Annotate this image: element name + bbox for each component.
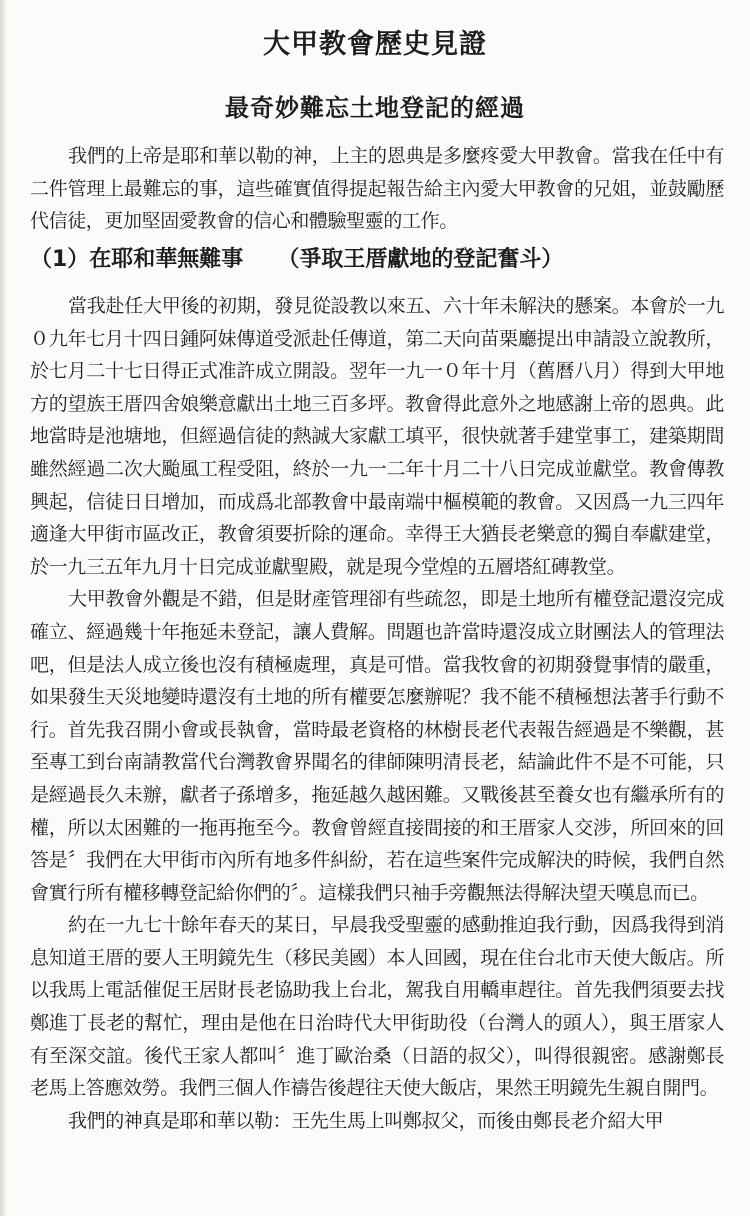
intro-paragraph: 我們的上帝是耶和華以勒的神，上主的恩典是多麼疼愛大甲教會。當我在任中有二件管理上最難忘的事，這些確實值得提起報告給主內愛大甲教會的兄姐，並鼓勵歷代信徒，更加堅固愛教會的信心和體驗聖靈的工作。 bbox=[30, 145, 724, 233]
body-paragraph: 約在一九七十餘年春天的某日，早晨我受聖靈的感動推迫我行動，因爲我得到消息知道王厝的要人王明鏡先生（移民美國）本人回國，現在住台北市天使大飯店。所以我馬上電話催促王居財長老協助我上台北，駕我自用轎車趕往。首先我們須要去找鄭進丁長老的幫忙，理由是他在日治時代大甲街助役（台灣人的頭人），與王厝家人有至深交誼。後代王家人都叫〞進丁歐治桑（日語的叔父），叫得很親密。感謝鄭長老馬上答應效勞。我們三個人作禱告後趕往天使大飯店，果然王明鏡先生親自開門。 bbox=[30, 914, 724, 1100]
intro-block bbox=[30, 140, 724, 238]
body-text bbox=[30, 290, 724, 1137]
section-heading-subtitle: （爭取王厝獻地的登記奮斗） bbox=[277, 247, 564, 272]
body-paragraph: 當我赴任大甲後的初期，發見從設教以來五、六十年未解決的懸案。本會於一九０九年七月十四日鍾阿妹傳道受派赴任傳道，第二天向苗栗廳提出申請設立說教所，於七月二十七日得正式准許成立開設。翌年一九一０年十月（舊曆八月）得到大甲地方的望族王厝四舍娘樂意獻出土地三百多坪。教會得此意外之地感謝上帝的恩典。此地當時是池塘地，但經過信徒的熱誠大家獻工填平，很快就著手建堂事工，建築期間雖然經過二次大颱風工程受阻，終於一九一二年十月二十八日完成並獻堂。教會傳教興起，信徒日日增加，而成爲北部教會中最南端中樞模範的教會。又因爲一九三四年適逢大甲街市區改正，教會須要折除的運命。幸得王大猶長老樂意的獨自奉獻建堂，於一九三五年九月十日完成並獻聖殿，就是現今堂煌的五層塔紅磚教堂。 bbox=[30, 295, 724, 578]
section-heading-title: （1）在耶和華無難事 bbox=[30, 247, 244, 272]
body-paragraph: 大甲教會外觀是不錯，但是財產管理卻有些疏忽，即是土地所有權登記還沒完成確立、經過幾十年拖延未登記，讓人費解。問題也許當時還沒成立財團法人的管理法吧，但是法人成立後也沒有積極處理，真是可惜。當我牧會的初期發覺事情的嚴重，如果發生天災地變時還沒有土地的所有權要怎麼辦呢？我不能不積極想法著手行動不行。首先我召開小會或長執會，當時最老資格的林樹長老代表報告經過是不樂觀，甚至專工到台南請教當代台灣教會界聞名的律師陳明清長老，結論此件不是不可能，只是經過長久未辦，獻者子孫增多，拖延越久越困難。又戰後甚至養女也有繼承所有的權，所以太困難的一拖再拖至今。教會曾經直接間接的和王厝家人交涉，所回來的回答是〞我們在大甲街市內所有地多件糾紛，若在這些案件完成解決的時候，我們自然會實行所有權移轉登記給你們的〞。這樣我們只袖手旁觀無法得解決望天嘆息而已。 bbox=[30, 588, 724, 904]
page-title: 大甲教會歷史見證 bbox=[263, 29, 487, 60]
page-edge-shadow bbox=[0, 0, 6, 1216]
page-subtitle: 最奇妙難忘土地登記的經過 bbox=[225, 94, 525, 122]
section-heading bbox=[30, 242, 730, 273]
body-paragraph: 我們的神真是耶和華以勒：王先生馬上叫鄭叔父，而後由鄭長老介紹大甲 bbox=[68, 1109, 664, 1132]
